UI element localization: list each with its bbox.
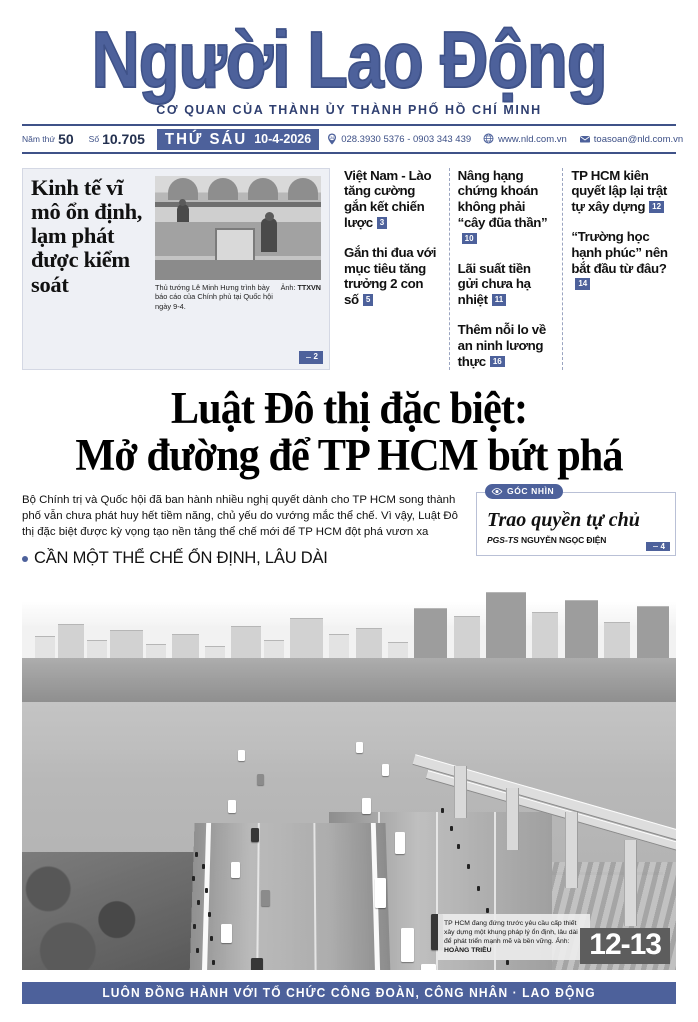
phone-number: 028.3930 5376 - 0903 343 439 xyxy=(341,133,472,145)
brief-page-badge[interactable]: 10 xyxy=(462,233,477,245)
globe-icon xyxy=(483,133,495,145)
masthead xyxy=(0,0,698,154)
photo-caption-box xyxy=(438,914,590,960)
promo-page-badge[interactable]: 2 xyxy=(299,351,323,363)
brief-item[interactable] xyxy=(571,229,668,292)
bullet-dot-icon xyxy=(22,556,28,562)
opinion-byline xyxy=(487,535,665,545)
brief-column-2 xyxy=(449,168,563,370)
website-url: www.nld.com.vn xyxy=(498,133,567,145)
issue-label: Số xyxy=(88,134,100,145)
contact-info xyxy=(319,133,683,145)
website-group[interactable] xyxy=(483,133,567,145)
opinion-box[interactable] xyxy=(476,486,676,556)
brief-item[interactable] xyxy=(458,168,555,247)
brief-text: Gắn thi đua với mục tiêu tăng trưởng 2 con số xyxy=(344,244,437,308)
promo-story-box[interactable] xyxy=(22,168,330,370)
main-photo xyxy=(22,572,676,970)
opinion-page-badge[interactable]: 4 xyxy=(646,542,670,551)
brief-text: Thêm nỗi lo về an ninh lương thực xyxy=(457,322,546,369)
phone-group[interactable] xyxy=(326,133,471,145)
promo-right-column xyxy=(155,176,321,363)
opinion-title: Trao quyền tự chủ xyxy=(487,508,640,531)
date-label: 10-4-2026 xyxy=(254,132,312,147)
masthead-logo-row xyxy=(22,14,676,117)
photo-caption-text: TP HCM đang đứng trước yêu cầu cấp thiết xây dựng một khung pháp lý ổn định, lâu dài để phát triển mạnh mẽ và bền vững. xyxy=(444,919,578,945)
year-label: Năm thứ xyxy=(22,134,56,145)
brief-column-3 xyxy=(562,168,676,370)
newspaper-title: Người Lao Động xyxy=(91,14,607,105)
brief-text: “Trường học hạnh phúc” nên bắt đầu từ đâu? xyxy=(571,229,668,276)
opinion-tag xyxy=(485,484,563,499)
photo-credit-label: Ảnh: xyxy=(555,937,570,945)
masthead-rule-top xyxy=(22,124,676,126)
envelope-icon xyxy=(579,133,591,145)
main-headline-line2: Mở đường để TP HCM bứt phá xyxy=(75,429,623,480)
promo-credit-label: Ảnh: xyxy=(280,282,296,292)
brief-item[interactable] xyxy=(344,168,441,231)
photo-viaduct-pier xyxy=(454,766,467,818)
opinion-byline-name: NGUYỄN NGỌC ĐIỆN xyxy=(521,534,607,545)
top-section xyxy=(0,154,698,370)
svg-text:24: 24 xyxy=(330,135,334,140)
phone-pin-icon xyxy=(326,133,338,145)
photo-left-trees xyxy=(22,852,205,970)
footer-banner xyxy=(22,982,676,1004)
main-headline-line1: Luật Đô thị đặc biệt: xyxy=(170,382,528,433)
year-value: 50 xyxy=(58,131,74,148)
masthead-subtitle: CƠ QUAN CỦA THÀNH ỦY THÀNH PHỐ HỒ CHÍ MINH xyxy=(156,102,542,117)
promo-photo xyxy=(155,176,321,280)
eye-icon xyxy=(491,486,503,497)
promo-caption-row xyxy=(155,283,321,312)
brief-item[interactable] xyxy=(571,168,668,215)
brief-page-badge[interactable]: 16 xyxy=(490,356,505,368)
email-group[interactable] xyxy=(579,133,683,145)
brief-item[interactable] xyxy=(458,322,555,369)
issue-value: 10.705 xyxy=(102,131,145,148)
brief-page-badge[interactable]: 11 xyxy=(492,294,506,306)
photo-viaduct-pier xyxy=(506,788,519,850)
opinion-tag-label: GÓC NHÌN xyxy=(507,486,555,497)
brief-text: TP HCM kiên quyết lập lại trật tự xây dựng xyxy=(571,167,668,215)
deck-row xyxy=(0,478,698,569)
main-headline[interactable] xyxy=(22,382,676,480)
deck-block xyxy=(22,492,462,569)
photo-road-main xyxy=(189,823,391,970)
photo-viaduct-pier xyxy=(565,812,578,888)
photo-page-number[interactable]: 12-13 xyxy=(580,928,670,964)
promo-credit-name: TTXVN xyxy=(297,282,321,292)
deck-body: Bộ Chính trị và Quốc hội đã ban hành nhiều nghị quyết dành cho TP HCM song thành phố vẫn chưa phát huy hết tiềm năng, chủ yếu do vướng mắc thể chế. Vì vậy, Luật Đô thị đặc biệt được kỳ vọng tạo nền tảng thể chế mới để TP HCM đột phá vươn xa xyxy=(22,493,458,538)
masthead-info-bar xyxy=(22,129,684,150)
opinion-byline-prefix: PGS-TS xyxy=(487,534,519,545)
deck-bullet-text: CẦN MỘT THỂ CHẾ ỔN ĐỊNH, LÂU DÀI xyxy=(34,549,328,568)
promo-credit xyxy=(281,283,321,312)
brief-item[interactable] xyxy=(458,261,555,308)
brief-text: Việt Nam - Lào tăng cường gắn kết chiến lược xyxy=(344,167,432,231)
main-headline-wrap xyxy=(0,370,698,478)
photo-viaduct-pier xyxy=(624,840,637,926)
weekday-label: THỨ SÁU xyxy=(164,130,248,149)
brief-text: Nâng hạng chứng khoán không phải “cây đũa thần” xyxy=(457,167,548,231)
promo-caption-text: Thủ tướng Lê Minh Hưng trình bày báo cáo của Chính phủ tại Quốc hội ngày 9-4. xyxy=(155,282,273,312)
photo-credit-name: HOÀNG TRIỀU xyxy=(444,946,492,954)
promo-headline: Kinh tế vĩ mô ổn định, lạm phát được kiểm soát xyxy=(31,174,143,297)
email-address: toasoan@nld.com.vn xyxy=(593,133,684,145)
brief-item[interactable] xyxy=(344,245,441,308)
brief-page-badge[interactable]: 14 xyxy=(575,278,590,290)
date-badge xyxy=(157,129,319,150)
brief-page-badge[interactable]: 12 xyxy=(649,201,664,213)
photo-skyline xyxy=(22,578,676,670)
brief-page-badge[interactable]: 5 xyxy=(363,294,373,306)
deck-bullet-line[interactable] xyxy=(22,549,462,568)
brief-columns xyxy=(340,168,676,370)
brief-column-1 xyxy=(340,168,449,370)
brief-page-badge[interactable]: 3 xyxy=(377,217,387,229)
footer-text: LUÔN ĐỒNG HÀNH VỚI TỔ CHỨC CÔNG ĐOÀN, CÔNG NHÂN · LAO ĐỘNG xyxy=(102,985,596,1001)
brief-text: Lãi suất tiền gửi chưa hạ nhiệt xyxy=(457,260,531,308)
